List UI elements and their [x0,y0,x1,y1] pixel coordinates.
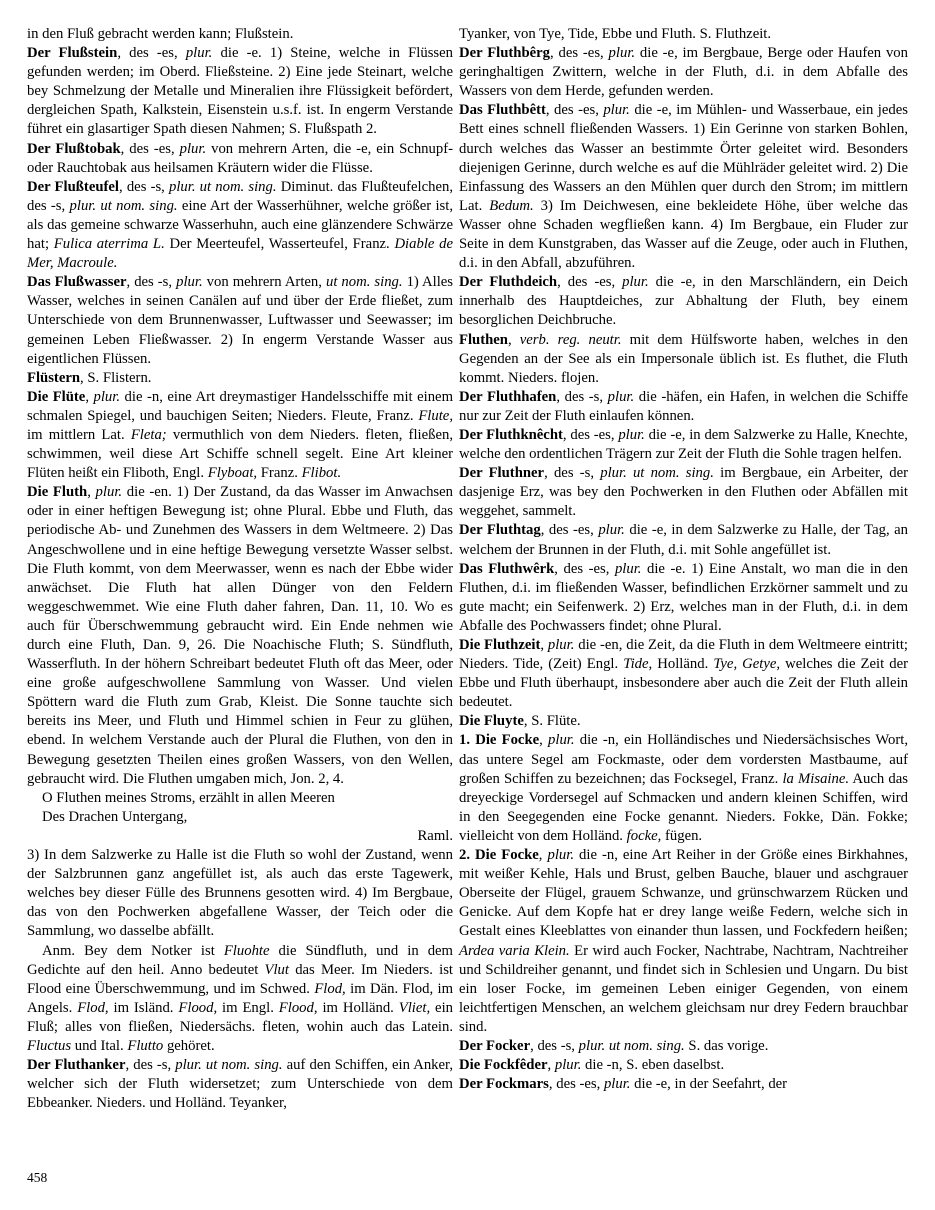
text-run: , des -es, [554,560,615,577]
text-run: , [547,1057,555,1074]
text-run: , [539,732,549,749]
text-run: S. das vorige. [684,1037,769,1054]
italic-run: verb. reg. neutr. [519,331,622,348]
text-run: im Bergbaue, ein Arbeiter, der dasjenige Erz, was bey den Pochwerken in den Fluthen oder Abfällen mit weggehet, sammelt. [459,465,909,520]
text-run: die -e, im Bergbaue, Berge oder Haufen von geringhaltigen Zwittern, welche in der Fluth, d.i. in dem Abfalle des Wassers von dem Herde, gefunden werden. [459,45,908,100]
text-run: die -e. 1) Steine, welche in Flüssen gefunden werden; im Oberd. Fließsteine. 2) Eine jede Steinart, welche bey Schmelzung der Metalle und Mineralien ihre Flüssigkeit befördert, dergleichen Spath, Kalkstein, Eisenstein u.s.f. ist. In engerm Verstande führet ein glasartiger Spath diesen Nahmen; S. Flußspath 2. [27,45,453,138]
text-run: , des -es, [120,140,180,157]
text-run: im Holländ. [317,999,399,1016]
headword: Das Fluthbêtt [459,102,546,119]
page-number: 458 [27,1170,48,1185]
continuation-flusssteige [27,25,453,44]
italic-run: Flood, [178,999,218,1016]
italic-run: Fluohte [223,942,270,959]
text-run: , S. Flüte. [523,713,581,730]
entry-fockfeder [459,1056,908,1075]
verse-line-2 [27,808,453,827]
italic-run: plur. [608,45,636,62]
entry-fluthen [459,331,908,388]
entry-fluyte [459,712,908,731]
text-run: Raml. [417,827,453,844]
entry-flussstein [27,44,453,139]
headword: Der Fluthtag [459,522,541,539]
text-run: , [540,637,548,653]
headword: Die Fluth [27,484,88,501]
headword: Das Flußwasser [27,274,127,291]
headword: Der Fockmars [459,1076,549,1093]
text-run: die -e, in den Marschländern, ein Deich innerhalb des Hauptdeiches, zur Abhaltung der Fluth, bey einem besorglichen Deichbruche. [459,274,908,329]
italic-run: Ardea varia Klein. [459,942,570,959]
headword: Die Fluyte [459,713,524,730]
italic-run: Tye, Getye, [713,656,781,673]
headword: Das Fluthwêrk [459,560,555,577]
italic-run: Bedum. [489,197,534,214]
text-run: Auch das dreyeckige Vordersegel auf Schmacken und andern kleinen Schiffen, wird in den Seegegenden eine Focke genannt. Nieders. Fokke, Dän. Fokke; vielleicht von dem Holländ. [459,770,909,844]
headword: 2. Die Focke [459,847,539,864]
entry-flussteufel [27,178,453,273]
headword: Der Fluthknêcht [459,426,563,443]
italic-run: focke, [626,827,662,844]
italic-run: Vliet, [398,999,431,1016]
entry-fluthner [459,464,908,521]
text-column-left [27,25,453,1113]
italic-run: plur. [548,732,575,749]
headword: Fluthen [459,331,508,348]
headword: Der Flußstein [27,45,118,62]
entry-focke-1 [459,731,908,846]
text-run: die -n, eine Art Reiher in der Größe eines Birkhahnes, mit weißer Kehle, Hals und Brust, gelben Bauche, blauer und aschgrauer Oberseite der Flügel, grauem Schwanze, und grünschwarzem Rücken und Genicke. Auf dem Kopfe hat er drey lange weiße Federn, welche sich in Gestalt eines Kleeblattes von einander thun lassen, und Fockfedern heißen; [459,847,908,940]
text-run: die -e, in der Seefahrt, der [630,1076,788,1093]
text-run: , [507,331,520,348]
italic-run: Flod, [77,999,109,1016]
text-run: im Dän. Flod, im Angels. [27,980,453,1016]
italic-run: Flod, [314,980,346,997]
text-run: Tyanker, von Tye, Tide, Ebbe und Fluth. S. Fluthzeit. [459,26,772,42]
text-run: die -n, S. eben daselbst. [581,1057,725,1074]
entry-fluthtag [459,521,908,559]
text-run: 3) Im Deichwesen, eine bekleidete Höhe, über welche das Wasser ohne Schaden wegfließen kann. 4) Im Bergbaue, ein Fluder zur Seite in dem Kunstgraben, das Wasser auf die Zeuge, oder auch in Fluthen, d.i. in den Abfall, abzuführen. [459,197,908,272]
italic-run: Flutto [127,1037,164,1054]
headword: Die Fluthzeit [459,637,541,653]
italic-run: plur. [622,274,649,291]
text-run: im Isländ. [108,999,179,1016]
text-run: , [538,847,548,864]
text-run: , des -es, [550,45,609,62]
italic-run: plur. [603,1076,631,1093]
anm-fluth [27,942,453,1057]
italic-run: plur. [607,388,635,405]
italic-run: plur. ut nom. sing. [175,1057,283,1074]
entry-fluthknecht [459,426,908,464]
italic-run: Fleta; [130,426,167,443]
text-run: und Ital. [71,1037,128,1054]
text-run: die -n, eine Art dreymastiger Handelsschiffe mit einem schmalen Spiegel, und bauchigen Seiten; Nieders. Fleute, Franz. [27,388,453,424]
text-run: Franz. [257,465,302,482]
text-run: , des -es, [548,1076,604,1093]
italic-run: plur. [185,45,213,62]
text-run: , des -es, [540,522,599,539]
headword: Die Flüte [27,388,86,405]
text-run: gehöret. [163,1037,215,1054]
text-run: die -en. 1) Der Zustand, da das Wasser im Anwachsen oder in einer heftigen Bewegung ist; ohne Plural. Ebbe und Fluth, das periodische Ab- und Zunehmen des Wassers in dem Weltmeere. 2) Das Angeschwollene und in eine heftige Bewegung versetzte Wasser selbst. Die Fluth kommt, von dem Meerwasser, wenn es nach der Ebbe wider anwächset. Die Fluth hat allen Dünger von den Feldern weggeschwemmet. Wie eine Fluth daher fahren, Dan. 11, 10. Wo es auch für Überschwemmung gebraucht wird. Ein Ende nehmen wie durch eine Fluth, Dan. 9, 26. Die Noachische Fluth; S. Sündfluth, Wasserfluth. In der höhern Schreibart bedeutet Fluth oft das Meer, oder eine große aufgeschwollene Sammlung von Wasser. Und vielen Spöttern ward die Fluth zum Grab, Kleist. Die Sonne tauchte sich bereits ins Meer, und Fluth und Himmel schien in Feur zu glühen, ebend. In welchem Verstande auch der Plural die Fluthen, von den in Bewegung gesetzten Theilen eines großen Wassers, von den Wellen, gebraucht wird. Die Fluthen umgaben mich, Jon. 2, 4. [27,484,453,787]
text-run: im Engl. [217,999,279,1016]
entry-fluthberg [459,44,908,101]
italic-run: plur. ut nom. sing. [169,178,277,195]
italic-run: Fulica aterrima L. [53,236,165,253]
headword: Flüstern [27,369,81,386]
italic-run: plur. [614,560,642,577]
text-run: fügen. [661,827,703,844]
continuation-fluth-3-4 [27,846,453,941]
text-run: Anm. Bey dem Notker ist [42,942,224,959]
text-run: ein Fluß; alles von fließen, Niedersächs. fleten, wohin auch das Latein. [27,999,453,1035]
text-run: mit dem Hülfsworte haben, welches in den Gegenden an der See als ein Impersonale üblich ist. Es fluthet, die Fluth kommt. Nieders. flojen. [459,331,908,386]
entry-flusstobak [27,140,453,178]
italic-run: Flibot. [301,465,342,482]
entry-fluthzeit [459,636,908,712]
text-run: , [85,388,94,405]
text-run: von mehrern Arten, die -e, ein Schnupf- oder Rauchtobak aus heilsamen Kräutern wider die Flüsse. [27,140,453,176]
headword: 1. Die Focke [459,732,540,749]
italic-run: Diable de Mer, Macroule. [27,236,453,272]
italic-run: Fluctus [27,1037,72,1054]
italic-run: Flood, [278,999,318,1016]
italic-run: plur. ut nom. sing. [69,197,178,214]
italic-run: ut nom. sing. [325,274,403,291]
italic-run: Vlut [264,961,289,978]
text-run: Holländ. [652,656,714,673]
entry-fluthwerk [459,560,908,636]
italic-run: plur. [603,102,630,119]
italic-run: plur. [598,522,625,539]
italic-run: Flyboat, [207,465,258,482]
italic-run: plur. ut nom. sing. [600,465,714,482]
text-run: Der Meerteufel, Wasserteufel, Franz. [164,236,395,253]
italic-run: plur. [547,637,575,653]
text-run: auf den Schiffen, ein Anker, welcher sich der Fluth widersetzet; zum Unterschiede von dem Ebbeanker. Nieders. und Holländ. Teyanker, [27,1057,454,1112]
text-run: Er wird auch Focker, Nachtrabe, Nachtram, Nachtreiher und Schildreiher genannt, und findet sich in Schlesien und Ungarn. Du bist ein loser Focke, im gemeinen Leben einiger Gegenden, von einem leichtfertigen Menschen, an welchem gleichsam nur drey Federn brauchbar sind. [459,942,908,1035]
text-run: die Sündfluth, und in dem Gedichte auf den heil. Anno bedeutet [27,942,453,978]
entry-fluestern [27,369,453,388]
verse-line-1 [27,789,453,808]
text-run: in den Fluß gebracht werden kann; Flußstein. [27,26,294,42]
entry-fluth [27,483,453,789]
entry-fockmars [459,1075,908,1094]
text-run: , des -s, [119,178,169,195]
text-column-right [459,25,908,1094]
text-run: , S. Flistern. [80,369,152,386]
verse-attribution [27,827,453,846]
headword: Der Fluthbêrg [459,45,551,62]
text-run: die -e. 1) Eine Anstalt, wo man die in den Fluthen, d.i. im fließenden Wasser, befindlichen Erzkörner sammelt und zu gute macht; ein Seifenwerk. 2) Erz, welches man in der Fluth, d.i. in dem Abfalle des Pochwassers findet; ohne Plural. [459,560,909,634]
text-run: das Meer. Im Nieders. ist Flood eine Überschwemmung, und im Schwed. [27,961,453,997]
text-run: , des -es, [557,274,623,291]
italic-run: plur. [93,388,121,405]
text-run: , [87,484,96,501]
italic-run: plur. [547,847,574,864]
text-run: , des -es, [562,426,619,443]
text-run: 3) In dem Salzwerke zu Halle ist die Fluth so wohl der Zustand, wenn der Salzbrunnen ganz angefüllet ist, als auch das erste Tagewerk, welches bey dieser Fülle des Brunnens gesotten wird. 4) Im Bergbaue, das von den Pochwerken abgefallene Wasser, der Teich oder die Sammlung, wo dasselbe abfällt. [27,847,453,940]
text-run: O Fluthen meines Stroms, erzählt in allen Meeren [42,789,335,806]
text-run: die -e, in dem Salzwerke zu Halle, der Tag, an welchem der Brunnen in der Fluth, d.i. mit Sohle angefüllet ist. [459,522,908,558]
text-run: die -häfen, ein Hafen, in welchen die Schiffe nur zur Zeit der Fluth einlaufen können. [459,388,908,424]
italic-run: plur. [618,426,645,443]
text-run: von mehrern Arten, [202,274,326,291]
entry-flusswasser [27,273,453,368]
italic-run: Flute, [418,407,453,424]
continuation-fluthanker [459,25,908,44]
entry-focker [459,1037,908,1056]
text-run: vermuthlich von dem Nieders. fleten, fließen, schwimmen, weil diese Art Schiffe schnell segelt. Eine Art kleiner Flüten heißt ein Fliboth, Engl. [27,426,453,482]
italic-run: plur. ut nom. sing. [578,1037,685,1054]
headword: Die Fockfêder [459,1057,548,1074]
italic-run: plur. [179,140,207,157]
entry-fluthbett [459,101,908,273]
text-run: Diminut. das Flußteufelchen, des -s, [27,178,453,214]
text-run: welches die Zeit der Ebbe und Fluth überhaupt, insbesondere aber auch die Zeit der Fluth allein bedeutet. [459,656,908,711]
entry-fluthdeich [459,273,908,330]
headword: Der Fluthdeich [459,274,558,291]
text-run: , des -es, [545,102,604,119]
headword: Der Flußteufel [27,178,119,195]
headword: Der Focker [459,1037,531,1054]
text-run: 1) Alles Wasser, welches in seinen Canälen auf und über der Erde fließet, zum Unterschiede von dem Brunnenwasser, Luftwasser und Seewasser; im gemeinen Leben Fließwasser. 2) In engerm Verstande Wasser aus eigentlichen Flüssen. [27,274,454,367]
italic-run: plur. [95,484,123,501]
headword: Der Fluthner [459,465,545,482]
text-run: , des -s, [544,465,601,482]
italic-run: la Misaine. [782,770,850,787]
headword: Der Fluthhafen [459,388,557,405]
text-run: die -n, ein Holländisches und Niedersächsisches Wort, das untere Segel am Fockmaste, oder dem vordersten Mastbaume, auf großen Schiffen zu bezeichnen; das Focksegel, Franz. [459,732,909,787]
text-run: , des -es, [117,45,186,62]
entry-fluete [27,388,453,483]
headword: Der Fluthanker [27,1057,126,1074]
text-run: die -en, die Zeit, da die Fluth in dem Weltmeere eintritt; Nieders. Tide, (Zeit) Engl. [459,637,909,673]
entry-focke-2 [459,846,908,1037]
text-run: im mittlern Lat. [27,426,131,443]
headword: Der Flußtobak [27,140,121,157]
text-run: , des -s, [556,388,608,405]
text-run: , des -s, [530,1037,579,1054]
text-run: Des Drachen Untergang, [42,808,188,825]
italic-run: plur. [554,1057,582,1074]
text-run: , des -s, [125,1057,176,1074]
italic-run: Tide, [623,656,653,673]
entry-fluthanker [27,1056,453,1113]
text-run: die -e, in dem Salzwerke zu Halle, Knechte, welche den ordentlichen Trägern zur Zeit der Fluth die Sohle tragen helfen. [459,426,908,463]
italic-run: plur. [176,274,203,291]
entry-fluthhafen [459,388,908,426]
text-run: die -e, im Mühlen- und Wasserbaue, ein jedes Bett eines schnell fließenden Wassers. 1) Ein Gerinne von starken Bohlen, durch welches das Wasser an bestimmte Örter geleitet wird. Besonders diejenigen Gerinne, durch welche es auf die Mühlräder geleitet wird. 2) Die Einfassung des Wassers an den Mühlen quer durch den Strom; im mittlern Lat. [459,102,908,214]
text-run: , des -s, [126,274,177,291]
text-run: eine Art der Wasserhühner, welche größer ist, als das gemeine schwarze Wasserhuhn, auch eine glänzendere Schwärze hat; [27,197,454,253]
